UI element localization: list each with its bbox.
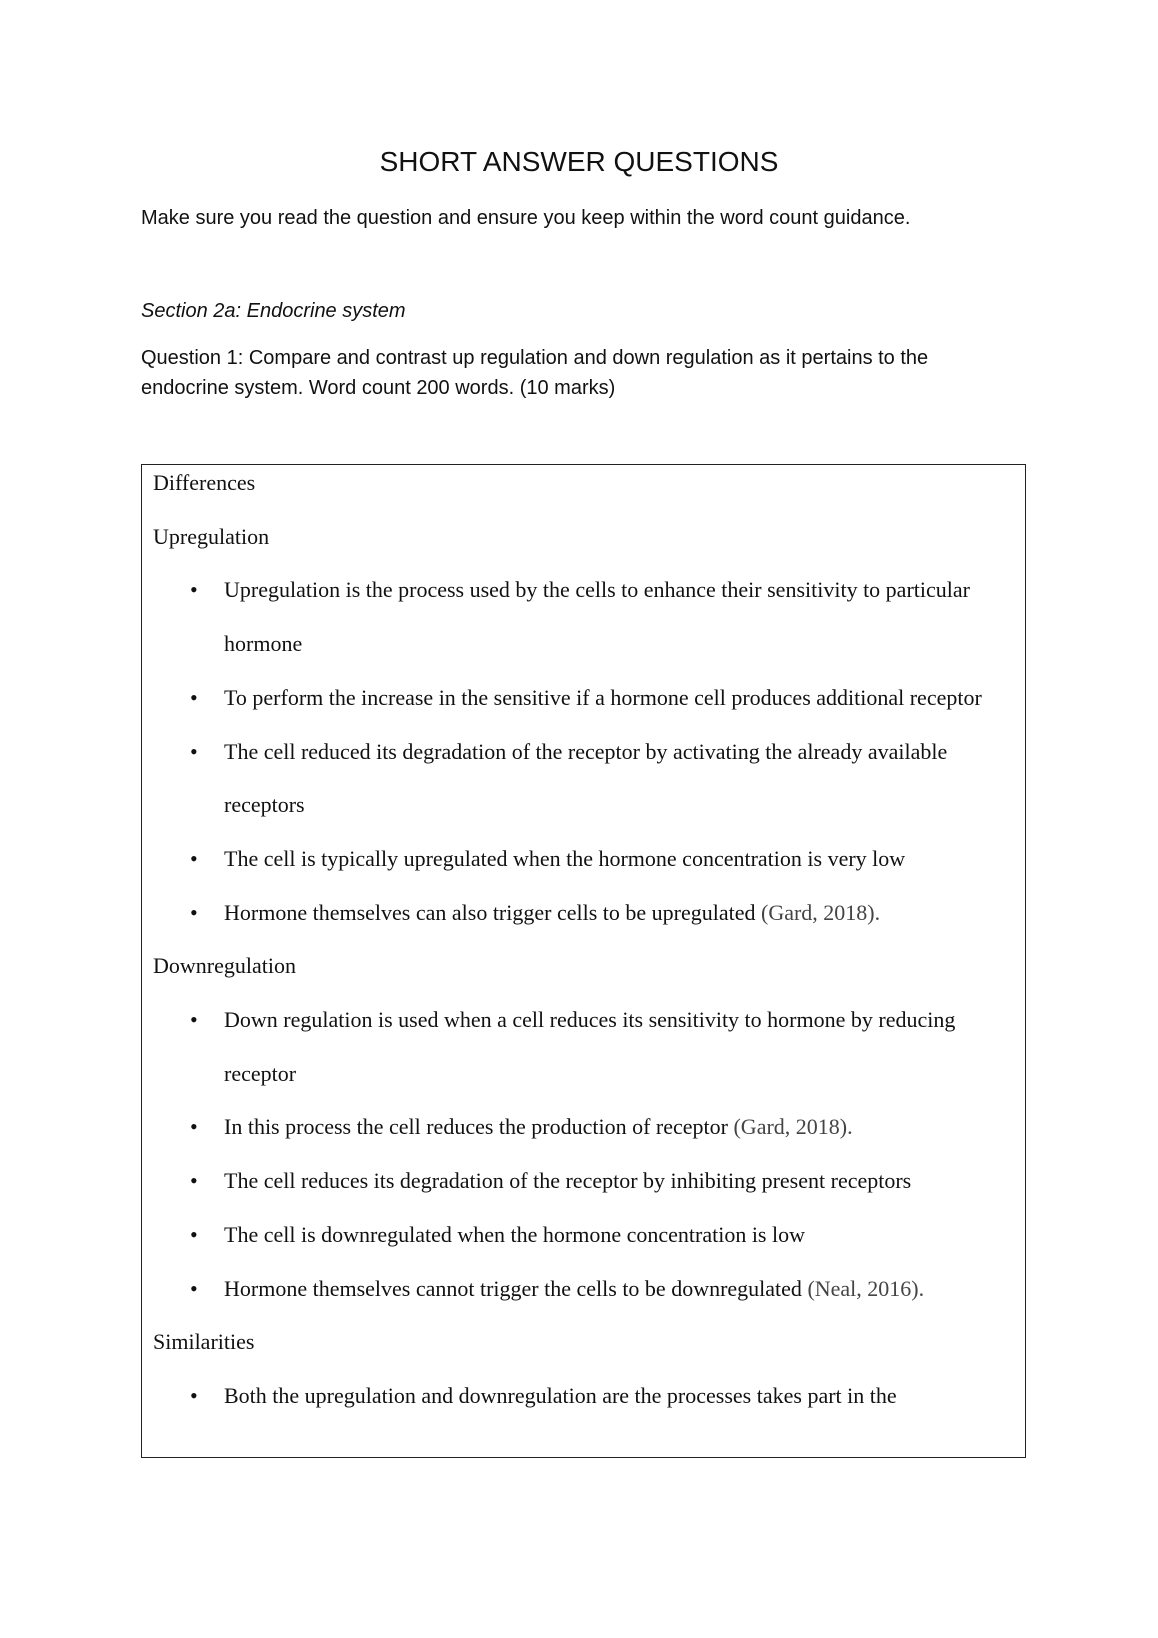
- bullet-icon: •: [190, 738, 198, 764]
- bullet-item: [153, 1262, 1014, 1316]
- bullet-icon: •: [190, 684, 198, 710]
- bullet-icon: •: [190, 1382, 198, 1408]
- section-heading: Section 2a: Endocrine system: [141, 300, 406, 322]
- similarities-heading: Similarities: [153, 1329, 255, 1355]
- question-line-1: Question 1: Compare and contrast up regulation and down regulation as it pertains to the: [141, 347, 929, 369]
- bullet-icon: •: [190, 899, 198, 925]
- instruction-text: Make sure you read the question and ensure you keep within the word count guidance.: [141, 207, 911, 229]
- bullet-icon: •: [190, 1007, 198, 1033]
- page-title: SHORT ANSWER QUESTIONS: [379, 146, 779, 177]
- similarities-list: [153, 1369, 1025, 1423]
- bullet-text: To perform the increase in the sensitive if a hormone cell produces additional receptor: [224, 684, 982, 710]
- bullet-text: Both the upregulation and downregulation are the processes takes part in the: [224, 1382, 897, 1408]
- bullet-text: The cell is downregulated when the hormone concentration is low: [224, 1221, 805, 1247]
- downregulation-list: [153, 993, 1025, 1315]
- bullet-item: [153, 832, 1014, 886]
- bullet-text: The cell reduced its degradation of the receptor by activating the already available receptors: [224, 738, 948, 818]
- bullet-text: Hormone themselves can also trigger cells to be upregulated: [224, 899, 761, 925]
- bullet-item: [153, 1208, 1014, 1262]
- bullet-icon: •: [190, 1275, 198, 1301]
- answer-box: [141, 464, 1026, 1458]
- bullet-text: Upregulation is the process used by the cells to enhance their sensitivity to particular hormone: [224, 577, 970, 657]
- bullet-text: The cell is typically upregulated when the hormone concentration is very low: [224, 845, 906, 871]
- upregulation-heading: Upregulation: [153, 523, 270, 549]
- bullet-item: [153, 993, 1014, 1100]
- downregulation-heading: Downregulation: [153, 953, 296, 979]
- bullet-text: The cell reduces its degradation of the receptor by inhibiting present receptors: [224, 1168, 912, 1194]
- bullet-icon: •: [190, 1114, 198, 1140]
- bullet-item: [153, 1369, 1014, 1423]
- bullet-icon: •: [190, 845, 198, 871]
- upregulation-list: [153, 563, 1025, 939]
- bullet-item: [153, 1100, 1014, 1154]
- citation: (Gard, 2018).: [761, 899, 881, 925]
- bullet-text: Hormone themselves cannot trigger the cells to be downregulated: [224, 1275, 808, 1301]
- differences-heading: Differences: [153, 470, 256, 495]
- bullet-text: Down regulation is used when a cell reduces its sensitivity to hormone by reducing receptor: [224, 1007, 956, 1086]
- question-line-2: endocrine system. Word count 200 words. (10 marks): [141, 377, 616, 399]
- bullet-text: In this process the cell reduces the production of receptor: [224, 1114, 734, 1140]
- citation: (Neal, 2016).: [807, 1275, 925, 1301]
- bullet-item: [153, 725, 1014, 832]
- bullet-icon: •: [190, 577, 198, 603]
- bullet-item: [153, 671, 1014, 725]
- bullet-item: [153, 886, 1014, 940]
- citation: (Gard, 2018).: [733, 1114, 853, 1140]
- bullet-item: [153, 1154, 1014, 1208]
- bullet-item: [153, 563, 1014, 670]
- bullet-icon: •: [190, 1221, 198, 1247]
- bullet-icon: •: [190, 1168, 198, 1194]
